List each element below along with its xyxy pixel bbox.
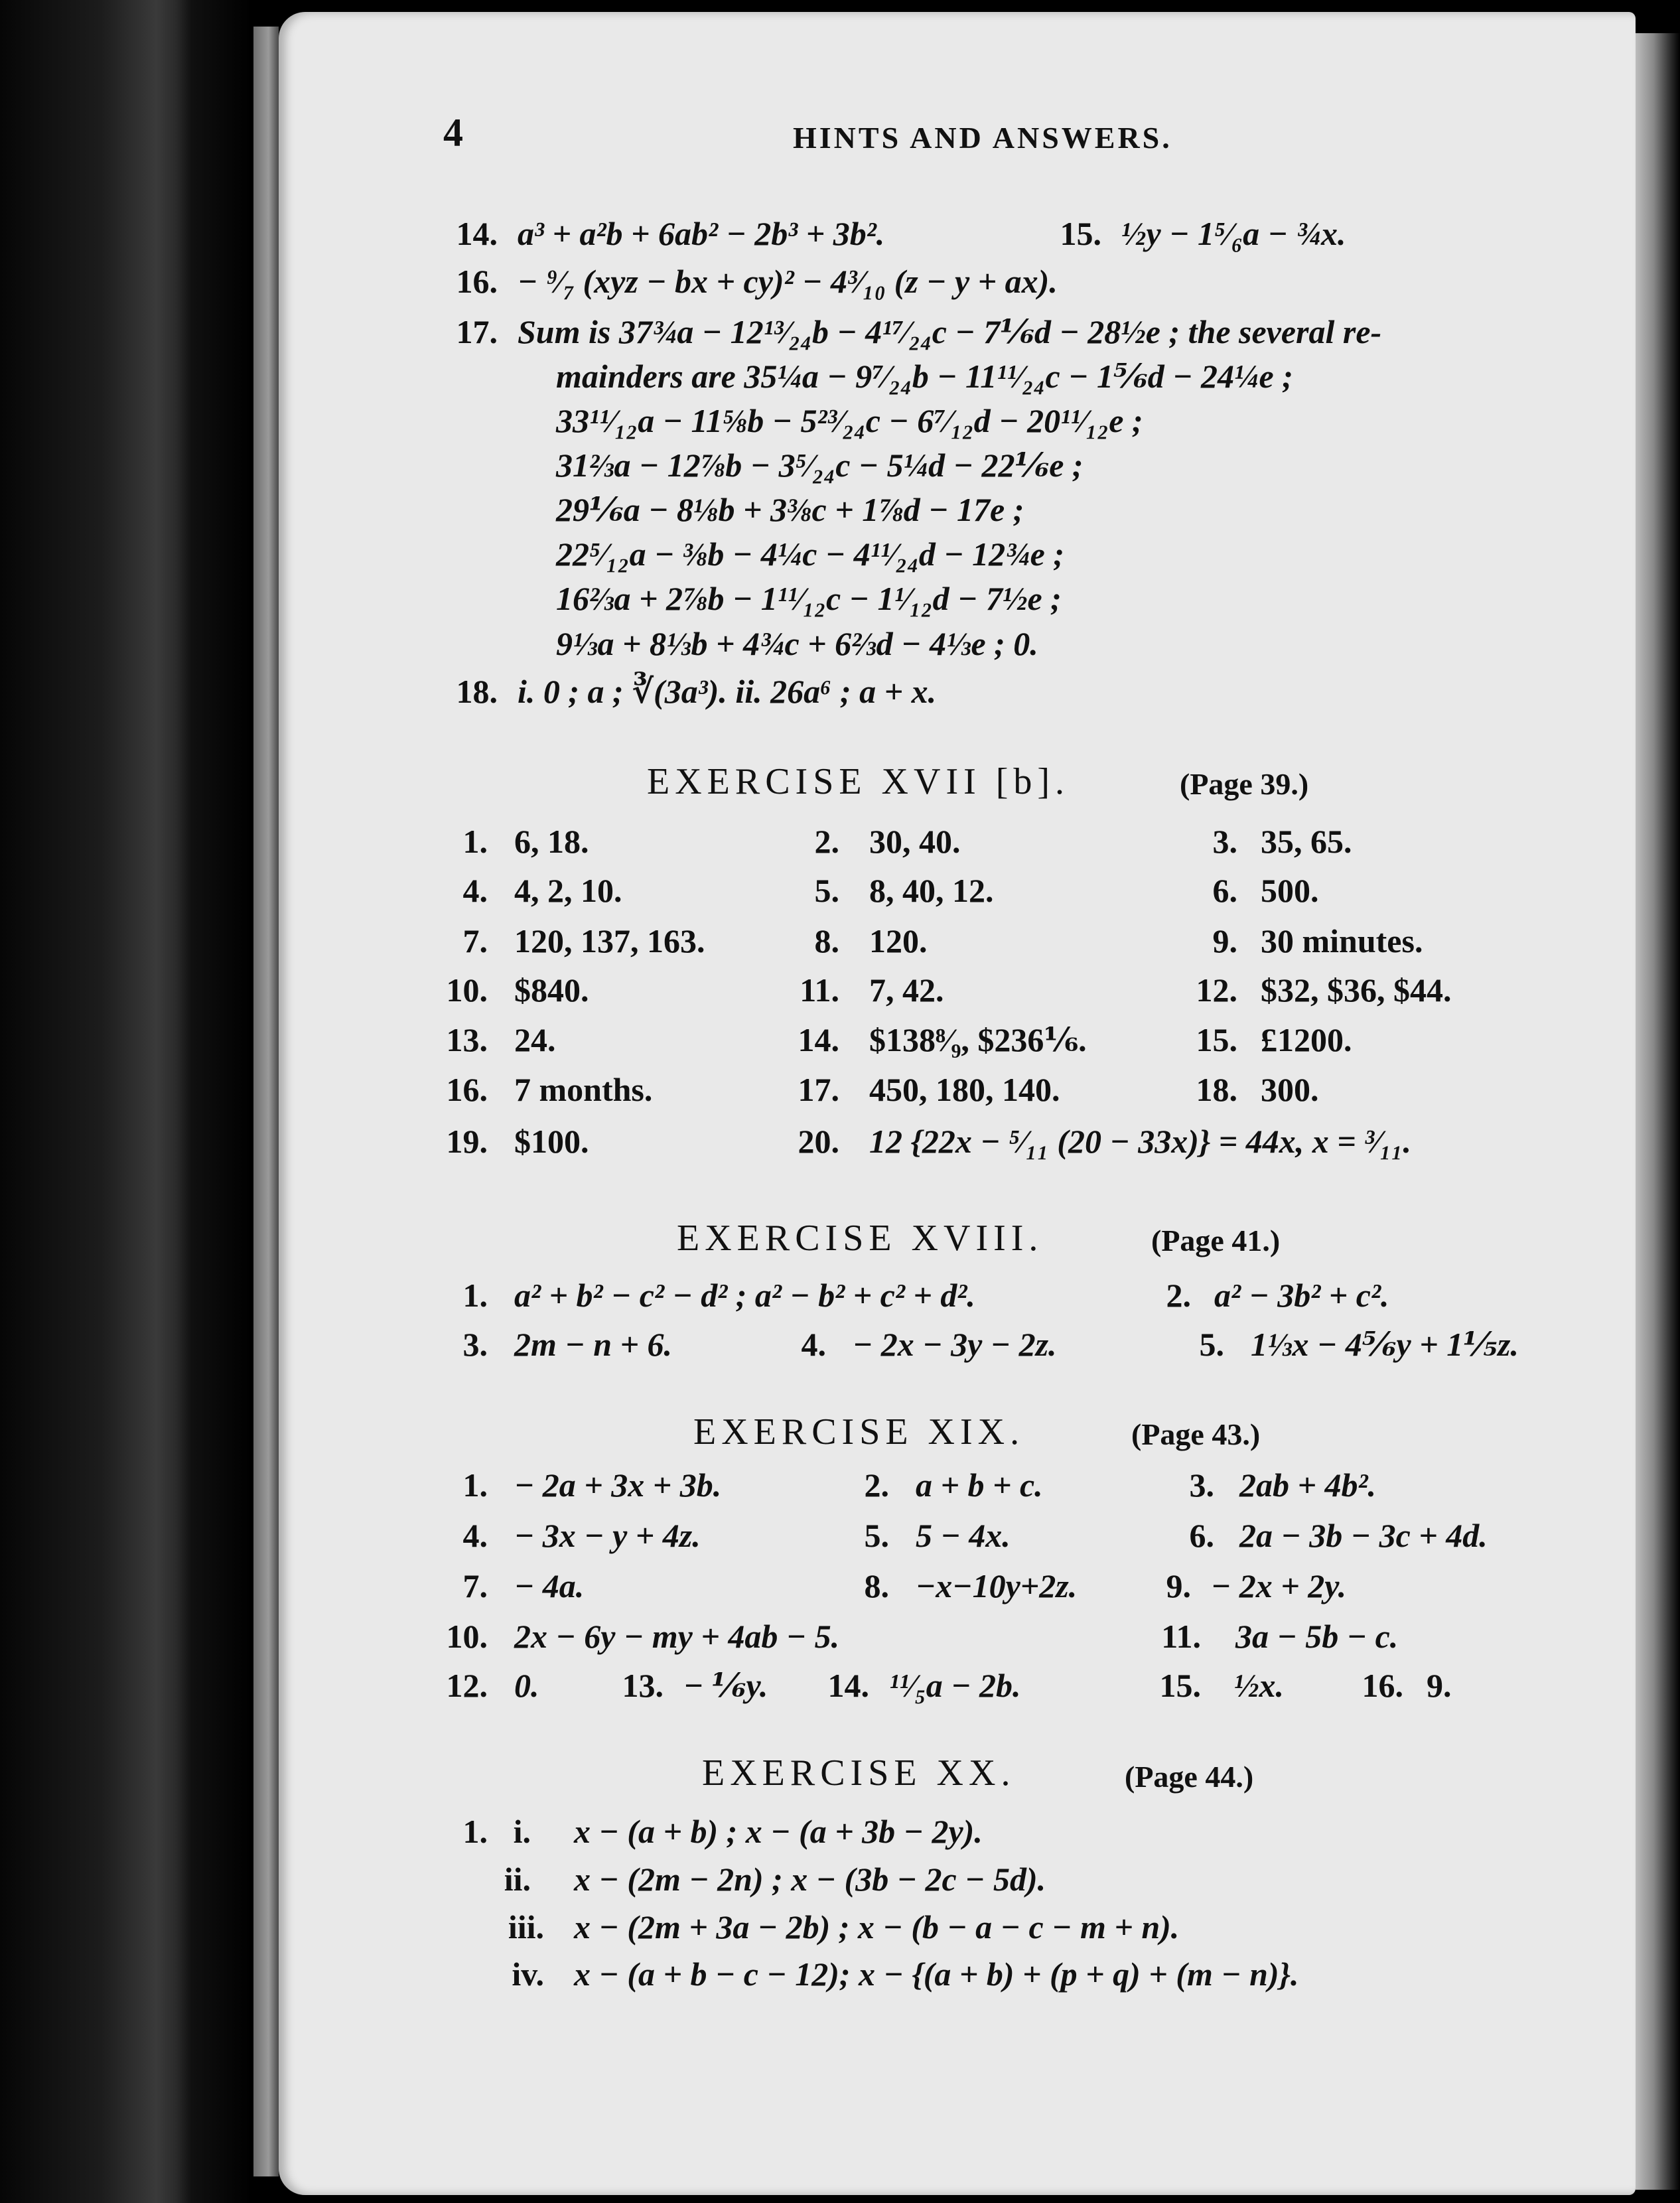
answer-number: 1.: [462, 1277, 488, 1314]
answer-number: 2.: [864, 1466, 889, 1504]
answer-number: 1.: [462, 823, 488, 860]
answer-line: 9⅓a + 8⅓b + 4¾c + 6⅔d − 4⅓e ; 0.: [556, 625, 1038, 662]
answer-number: 18.: [1196, 1071, 1237, 1108]
answer-text: 8, 40, 12.: [869, 872, 994, 909]
answer-number: 5.: [864, 1517, 889, 1554]
answer-number: 7.: [462, 1567, 488, 1604]
answer-text: a² + b² − c² − d² ; a² − b² + c² + d².: [514, 1277, 975, 1314]
answer-text: a² − 3b² + c².: [1214, 1277, 1389, 1314]
answer-number: 17.: [456, 313, 498, 350]
answer-text: 1⅓x − 4⅚y + 1⅕z.: [1251, 1326, 1519, 1363]
answer-number: 11.: [1161, 1618, 1201, 1655]
answer-number: 15.: [1159, 1667, 1201, 1704]
answer-number: 14.: [456, 215, 498, 252]
answer-text: 7, 42.: [869, 971, 944, 1009]
answer-text: a³ + a²b + 6ab² − 2b³ + 3b².: [518, 215, 885, 252]
answer-text: 9.: [1427, 1667, 1452, 1704]
answer-text: 120, 137, 163.: [514, 922, 705, 959]
answer-number: 20.: [798, 1123, 839, 1160]
answer-text: 500.: [1261, 872, 1319, 909]
answer-text: x − (a + b − c − 12); x − {(a + b) + (p + q) + (m − n)}.: [574, 1955, 1299, 1993]
answer-line: Sum is 37¾a − 12¹³⁄₂₄b − 4¹⁷⁄₂₄c − 7⅙d − 28½e ; the several re-: [518, 313, 1382, 350]
answer-number: 1.: [462, 1813, 488, 1850]
exercise-heading: EXERCISE XVII [b].: [647, 761, 1070, 802]
exercise-page-ref: (Page 39.): [1180, 767, 1309, 801]
answer-text: 4, 2, 10.: [514, 872, 622, 909]
answer-number: 19.: [446, 1123, 488, 1160]
answer-number: 6.: [1189, 1517, 1214, 1554]
answer-text: $100.: [514, 1123, 589, 1160]
part-numeral: ii.: [504, 1861, 531, 1898]
answer-text: 6, 18.: [514, 823, 589, 860]
page-number: 4: [443, 111, 463, 155]
answer-number: 3.: [1212, 823, 1237, 860]
answer-number: 16.: [1362, 1667, 1403, 1704]
answer-number: 17.: [798, 1071, 839, 1108]
answer-number: 12.: [1196, 971, 1237, 1009]
answer-text: − 4a.: [514, 1567, 585, 1604]
exercise-heading: EXERCISE XIX.: [693, 1411, 1025, 1453]
answer-text: − ⅙y.: [683, 1667, 768, 1704]
answer-number: 16.: [456, 263, 498, 300]
answer-number: 8.: [864, 1567, 889, 1604]
answer-text: 35, 65.: [1261, 823, 1352, 860]
answer-number: 13.: [446, 1021, 488, 1058]
answer-number: 4.: [462, 872, 488, 909]
exercise-page-ref: (Page 41.): [1151, 1224, 1281, 1257]
answer-number: 10.: [446, 971, 488, 1009]
answer-number: 10.: [446, 1618, 488, 1655]
answer-text: $840.: [514, 971, 589, 1009]
answer-text: 300.: [1261, 1071, 1319, 1108]
answer-number: 5.: [814, 872, 839, 909]
answer-number: 14.: [827, 1667, 869, 1704]
answer-text: 2m − n + 6.: [514, 1326, 672, 1363]
answer-line: mainders are 35¼a − 9⁷⁄₂₄b − 11¹¹⁄₂₄c − 1⅚d − 24¼e ;: [556, 358, 1293, 395]
answer-number: 3.: [462, 1326, 488, 1363]
answer-text: 30, 40.: [869, 823, 961, 860]
answer-text: ¹¹⁄₅a − 2b.: [889, 1667, 1021, 1704]
answer-number: 13.: [622, 1667, 664, 1704]
answer-number: 14.: [798, 1021, 839, 1058]
answer-text: − 2x + 2y.: [1211, 1567, 1347, 1604]
answer-text: 450, 180, 140.: [869, 1071, 1060, 1108]
answer-text: 30 minutes.: [1261, 922, 1423, 959]
answer-text: 2x − 6y − my + 4ab − 5.: [514, 1618, 840, 1655]
answer-number: 11.: [800, 971, 839, 1009]
answer-number: 1.: [462, 1466, 488, 1504]
answer-text: −x−10y+2z.: [916, 1567, 1078, 1604]
answer-text: − 2x − 3y − 2z.: [853, 1326, 1057, 1363]
answer-number: 8.: [814, 922, 839, 959]
answer-line: 29⅙a − 8⅛b + 3⅜c + 1⅞d − 17e ;: [556, 491, 1024, 528]
exercise-page-ref: (Page 43.): [1131, 1417, 1261, 1451]
exercise-heading: EXERCISE XVIII.: [677, 1218, 1044, 1259]
answer-number: 15.: [1060, 215, 1101, 252]
answer-text: 2a − 3b − 3c + 4d.: [1239, 1517, 1488, 1554]
answer-text: x − (2m − 2n) ; x − (3b − 2c − 5d).: [574, 1861, 1046, 1898]
answer-text: 0.: [514, 1667, 539, 1704]
answer-number: 3.: [1189, 1466, 1214, 1504]
answer-text: − 2a + 3x + 3b.: [514, 1466, 722, 1504]
answer-text: ½x.: [1234, 1667, 1284, 1704]
answer-text: − ⁹⁄₇ (xyz − bx + cy)² − 4³⁄₁₀ (z − y + ax).: [518, 263, 1058, 300]
answer-number: 9.: [1212, 922, 1237, 959]
answer-number: 2.: [814, 823, 839, 860]
answer-number: 16.: [446, 1071, 488, 1108]
answer-text: ½y − 1⁵⁄₆a − ¾x.: [1121, 215, 1346, 252]
answer-number: 5.: [1199, 1326, 1224, 1363]
answer-number: 12.: [446, 1667, 488, 1704]
part-numeral: iii.: [508, 1908, 544, 1946]
answer-line: 16⅔a + 2⅞b − 1¹¹⁄₁₂c − 1¹⁄₁₂d − 7½e ;: [556, 580, 1062, 617]
part-numeral: i.: [513, 1813, 531, 1850]
answer-text: a + b + c.: [916, 1466, 1043, 1504]
exercise-heading: EXERCISE XX.: [702, 1752, 1016, 1794]
answer-number: 9.: [1166, 1567, 1191, 1604]
answer-text: 12 {22x − ⁵⁄₁₁ (20 − 33x)} = 44x, x = ³⁄₁₁.: [869, 1123, 1411, 1160]
answer-text: 7 months.: [514, 1071, 653, 1108]
answer-number: 15.: [1196, 1021, 1237, 1058]
answer-line: 22⁵⁄₁₂a − ⅜b − 4¼c − 4¹¹⁄₂₄d − 12¾e ;: [556, 535, 1065, 573]
answer-text: x − (a + b) ; x − (a + 3b − 2y).: [574, 1813, 983, 1850]
answer-text: $138⁸⁄₉, $236⅙.: [869, 1021, 1087, 1058]
answer-text: − 3x − y + 4z.: [514, 1517, 701, 1554]
answer-text: x − (2m + 3a − 2b) ; x − (b − a − c − m + n).: [574, 1908, 1180, 1946]
answer-number: 4.: [462, 1517, 488, 1554]
answer-line: 31⅔a − 12⅞b − 3⁵⁄₂₄c − 5¼d − 22⅙e ;: [556, 447, 1084, 484]
answer-text: i. 0 ; a ; ∛(3a³). ii. 26a⁶ ; a + x.: [518, 673, 937, 710]
running-head: HINTS AND ANSWERS.: [793, 121, 1172, 155]
exercise-page-ref: (Page 44.): [1125, 1760, 1254, 1794]
answer-text: 3a − 5b − c.: [1235, 1618, 1399, 1655]
answer-number: 6.: [1212, 872, 1237, 909]
answer-number: 4.: [801, 1326, 826, 1363]
answer-text: 24.: [514, 1021, 556, 1058]
part-numeral: iv.: [512, 1955, 544, 1993]
answer-text: 2ab + 4b².: [1239, 1466, 1376, 1504]
answer-text: £1200.: [1261, 1021, 1352, 1058]
answer-number: 18.: [456, 673, 498, 710]
answer-line: 33¹¹⁄₁₂a − 11⅝b − 5²³⁄₂₄c − 6⁷⁄₁₂d − 20¹¹⁄₁₂e ;: [556, 402, 1143, 439]
answer-text: 120.: [869, 922, 928, 959]
answer-number: 2.: [1166, 1277, 1191, 1314]
answer-text: 5 − 4x.: [916, 1517, 1011, 1554]
answer-number: 7.: [462, 922, 488, 959]
answer-text: $32, $36, $44.: [1261, 971, 1452, 1009]
